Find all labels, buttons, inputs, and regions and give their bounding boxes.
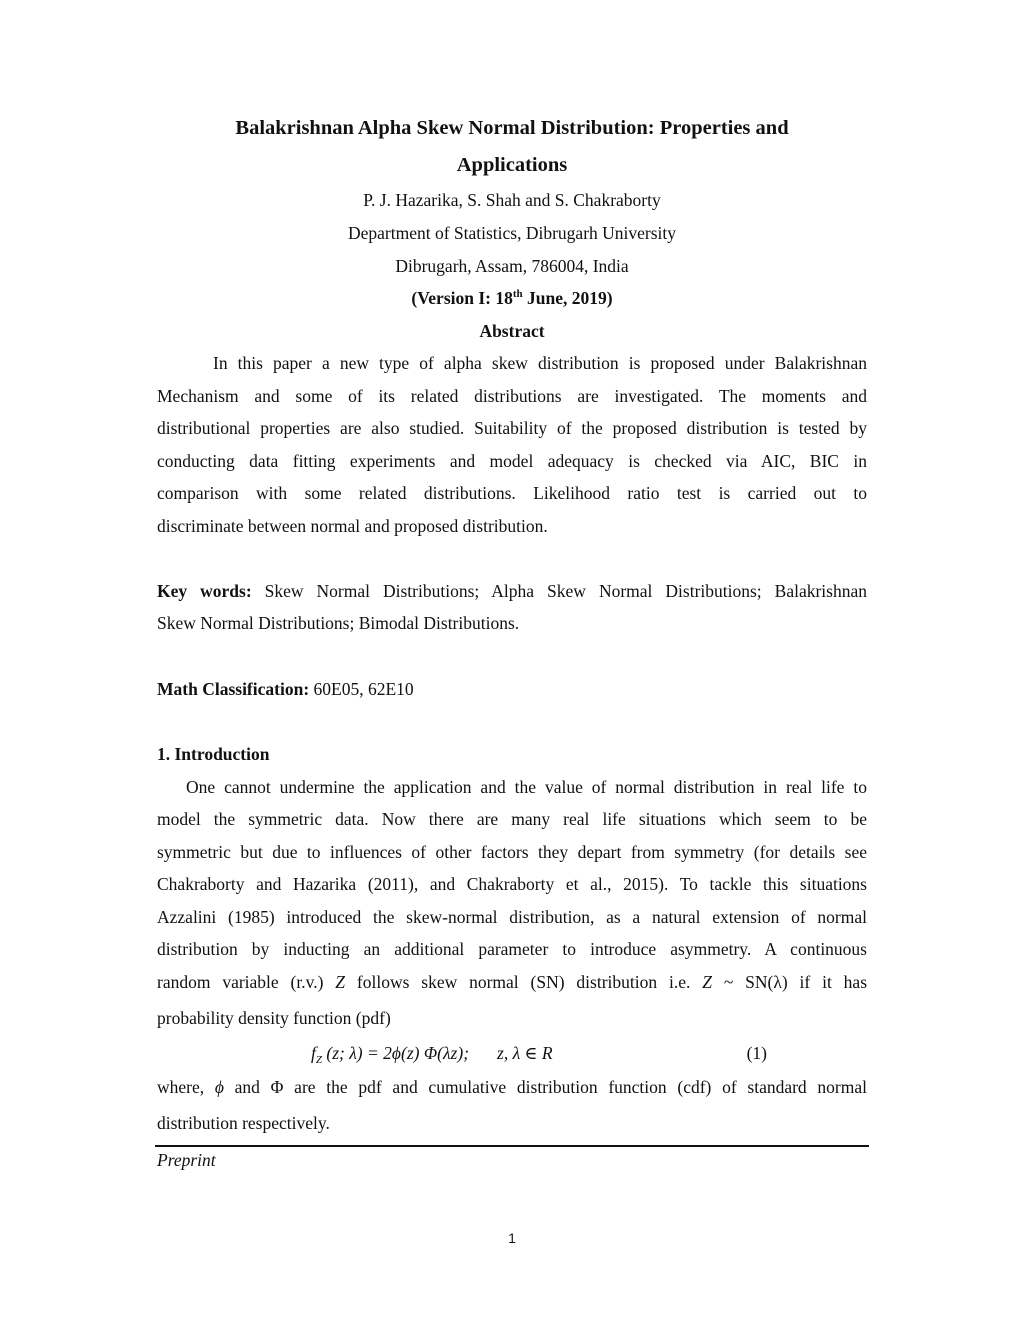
intro-line: Azzalini (1985) introduced the skew-normal distribution, as a natural extension of normal bbox=[157, 907, 867, 927]
where-text-c: are the pdf and cumulative distribution function (cdf) of standard normal bbox=[283, 1077, 867, 1097]
rv-text-b: follows skew normal (SN) distribution i.e. bbox=[345, 972, 703, 992]
version-prefix: (Version I: 18 bbox=[411, 288, 513, 308]
version-line bbox=[157, 290, 867, 308]
equation-1 bbox=[157, 1043, 867, 1067]
version-suffix: June, 2019) bbox=[522, 288, 613, 308]
equation-formula bbox=[311, 1043, 553, 1064]
math-classification-value: 60E05, 62E10 bbox=[309, 679, 414, 699]
intro-line: distribution by inducting an additional parameter to introduce asymmetry. A continuous bbox=[157, 939, 867, 959]
rv-text-c: if it has bbox=[787, 972, 868, 992]
section-heading-introduction: 1. Introduction bbox=[157, 744, 270, 764]
rv-dist-variable: Z bbox=[702, 972, 712, 992]
phi-symbol: ϕ bbox=[214, 1077, 224, 1097]
abstract-line: distributional properties are also studied. Suitability of the proposed distribution is tested by bbox=[157, 418, 867, 438]
equation-lhs: (z; λ) = 2ϕ(z) Φ(λz); bbox=[322, 1043, 470, 1063]
intro-rv-line bbox=[157, 974, 867, 992]
equation-subscript: Z bbox=[315, 1054, 322, 1066]
intro-line: One cannot undermine the application and the value of normal distribution in real life to bbox=[186, 777, 867, 797]
equation-domain: z, λ ∈ R bbox=[497, 1043, 553, 1063]
rv-text-a: random variable (r.v.) bbox=[157, 972, 336, 992]
intro-line: Chakraborty and Hazarika (2011), and Chakraborty et al., 2015). To tackle this situations bbox=[157, 874, 867, 894]
version-superscript: th bbox=[512, 288, 523, 300]
abstract-line: In this paper a new type of alpha skew distribution is proposed under Balakrishnan bbox=[213, 353, 867, 373]
equation-number: (1) bbox=[746, 1043, 767, 1063]
footnote-rule bbox=[155, 1145, 869, 1147]
math-classification-label: Math Classification: bbox=[157, 679, 310, 699]
abstract-line: comparison with some related distributions. Likelihood ratio test is carried out to bbox=[157, 483, 867, 503]
paper-title-line-1: Balakrishnan Alpha Skew Normal Distribution: Properties and bbox=[235, 117, 789, 139]
intro-line: symmetric but due to influences of other factors they depart from symmetry (for details see bbox=[157, 842, 867, 862]
paper-title-line-2: Applications bbox=[456, 154, 568, 176]
equation-f: f bbox=[311, 1043, 316, 1063]
rv-variable: Z bbox=[335, 972, 346, 992]
abstract-heading: Abstract bbox=[479, 321, 545, 341]
abstract-line: conducting data fitting experiments and model adequacy is checked via AIC, BIC in bbox=[157, 451, 867, 471]
department: Department of Statistics, Dibrugarh University bbox=[347, 223, 677, 243]
abstract-line: Mechanism and some of its related distributions are investigated. The moments and bbox=[157, 386, 867, 406]
where-text-a: where, bbox=[157, 1077, 215, 1097]
where-line bbox=[157, 1079, 867, 1097]
intro-pdf-line: probability density function (pdf) bbox=[157, 1008, 391, 1028]
keywords-line-1 bbox=[157, 583, 867, 601]
authors: P. J. Hazarika, S. Shah and S. Chakraborty bbox=[363, 190, 661, 210]
address: Dibrugarh, Assam, 786004, India bbox=[395, 256, 629, 276]
keywords-label: Key words: bbox=[157, 581, 252, 601]
abstract-line: discriminate between normal and proposed distribution. bbox=[157, 516, 548, 536]
Phi-symbol: Φ bbox=[270, 1077, 284, 1097]
preprint-note: Preprint bbox=[157, 1150, 216, 1170]
page-number: 1 bbox=[508, 1230, 516, 1246]
intro-line: model the symmetric data. Now there are many real life situations which seem to be bbox=[157, 809, 867, 829]
keywords-text: Skew Normal Distributions; Alpha Skew Normal Distributions; Balakrishnan bbox=[251, 581, 867, 601]
where-text-b: and bbox=[223, 1077, 271, 1097]
rv-dist: ~ SN(λ) bbox=[711, 972, 788, 992]
keywords-line-2: Skew Normal Distributions; Bimodal Distributions. bbox=[157, 613, 520, 633]
where-line-2: distribution respectively. bbox=[157, 1113, 330, 1133]
math-classification bbox=[157, 681, 867, 699]
